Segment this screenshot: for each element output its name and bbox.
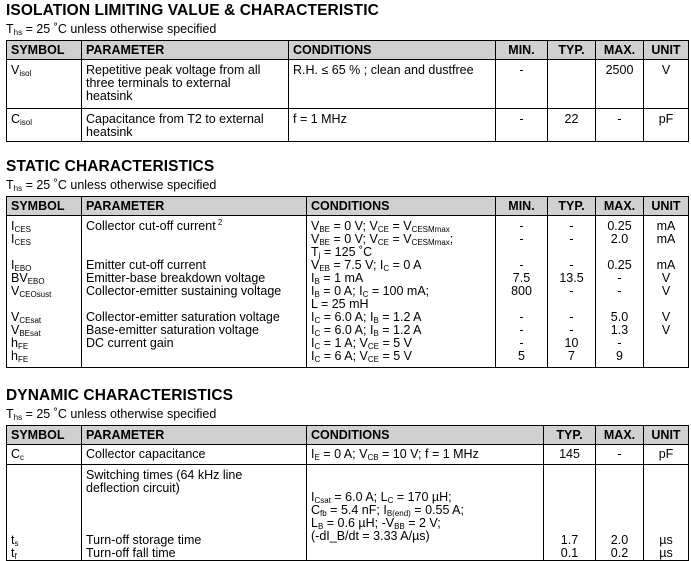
typ-value: -: [569, 219, 574, 233]
max-value: -: [617, 271, 622, 285]
unit-cell: [644, 465, 689, 561]
typ-cell: [548, 60, 596, 109]
max-value: 2.0: [610, 232, 629, 246]
conditions-text: $V_{BE} = 0$ V; $V_{CE} = V_{CESMmax}$: [311, 219, 450, 234]
header-parameter: PARAMETER: [82, 426, 307, 445]
symbol-text: $t_f$: [11, 546, 17, 561]
min-value: -: [519, 310, 524, 324]
header-symbol: SYMBOL: [7, 197, 82, 216]
unit-cell: [644, 216, 689, 368]
unit-value: [648, 350, 684, 363]
max-cell: -: [596, 109, 644, 142]
header-max: MAX.: [596, 197, 644, 216]
parameter-cell: [82, 465, 307, 561]
parameter-text: Collector-emitter saturation voltage: [86, 310, 280, 324]
table-header-row: [7, 41, 689, 60]
max-value: 5.0: [610, 310, 629, 324]
header-typ: TYP.: [548, 197, 596, 216]
symbol-text: $BV_{EBO}$: [11, 271, 45, 286]
parameter-text: Turn-off storage time: [86, 533, 202, 547]
parameter-text: Collector cut-off current $^2$: [86, 218, 223, 233]
typ-cell: 145: [544, 445, 596, 465]
parameter-text: Emitter-base breakdown voltage: [86, 271, 266, 285]
parameter-text: [86, 350, 302, 363]
conditions-text: $L_B = 0.6$ µH; $-V_{BB} = 2$ V;: [311, 516, 441, 531]
conditions-cell: R.H. ≤ 65 % ; clean and dustfree: [289, 60, 496, 109]
conditions-cell: $I_E = 0$ A; $V_{CB} = 10$ V; f = 1 MHz: [307, 445, 544, 465]
typ-value: 0.1: [560, 546, 579, 560]
min-value: -: [519, 323, 524, 337]
isolation-title: ISOLATION LIMITING VALUE & CHARACTERISTIC: [6, 2, 379, 19]
parameter-cell: Capacitance from T2 to external heatsink: [82, 109, 289, 142]
conditions-text: $I_C = 1$ A; $V_{CE} = 5$ V: [311, 336, 413, 351]
min-value: 7.5: [512, 271, 531, 285]
symbol-text: [11, 298, 77, 311]
header-symbol: SYMBOL: [7, 41, 82, 60]
header-symbol: SYMBOL: [7, 426, 82, 445]
symbol-text: $V_{BEsat}$: [11, 323, 41, 338]
max-cell: [596, 465, 644, 561]
conditions-text: $V_{EB} = 7.5$ V; $I_C = 0$ A: [311, 258, 422, 273]
unit-value: µs: [659, 533, 673, 547]
unit-value: V: [661, 323, 671, 337]
conditions-text: $T_j = 125$ ˚C: [311, 245, 373, 260]
typ-value: -: [569, 284, 574, 298]
unit-value: µs: [659, 546, 673, 560]
symbol-text: [11, 495, 77, 508]
header-typ: TYP.: [544, 426, 596, 445]
min-value: 800: [511, 284, 532, 298]
isolation-table: [6, 40, 689, 142]
unit-value: mA: [656, 219, 676, 233]
parameter-text: [86, 508, 302, 521]
min-value: -: [519, 219, 524, 233]
table-row: [7, 465, 689, 561]
typ-value: -: [569, 258, 574, 272]
typ-value: 7: [568, 349, 575, 363]
unit-value: V: [661, 271, 671, 285]
header-conditions: CONDITIONS: [289, 41, 496, 60]
conditions-text: $I_B = 1$ mA: [311, 271, 364, 286]
typ-cell: [548, 216, 596, 368]
conditions-cell: [307, 216, 496, 368]
dynamic-conditions: $T_{hs} = 25$ ˚C unless otherwise specified: [6, 407, 217, 422]
unit-value: V: [661, 284, 671, 298]
footnote-ref: 2: [215, 218, 223, 227]
parameter-text: deflection circuit): [86, 481, 180, 495]
typ-cell: 22: [548, 109, 596, 142]
static-title: STATIC CHARACTERISTICS: [6, 158, 215, 175]
conditions-text: [311, 465, 539, 478]
conditions-text: $C_{fb} = 5.4$ nF; $I_{B(end)} = 0.55$ A;: [311, 503, 464, 518]
max-cell: 2500: [596, 60, 644, 109]
symbol-text: $h_{FE}$: [11, 336, 29, 351]
conditions-cell: f = 1 MHz: [289, 109, 496, 142]
symbol-text: $h_{FE}$: [11, 349, 29, 364]
conditions-text: $I_C = 6.0$ A; $I_B = 1.2$ A: [311, 310, 422, 325]
header-parameter: PARAMETER: [82, 41, 289, 60]
parameter-text: [86, 233, 302, 246]
symbol-cell: $C_{isol}$: [7, 109, 82, 142]
unit-value: mA: [656, 258, 676, 272]
unit-cell: pF: [644, 445, 689, 465]
header-min: MIN.: [496, 197, 548, 216]
parameter-text: Turn-off fall time: [86, 546, 176, 560]
max-value: 0.2: [610, 546, 629, 560]
symbol-text: [11, 508, 77, 521]
conditions-cell: [307, 465, 544, 561]
unit-value: V: [661, 310, 671, 324]
symbol-text: $I_{CES}$: [11, 232, 31, 247]
symbol-text: [11, 482, 77, 495]
symbol-cell: [7, 216, 82, 368]
conditions-text: [311, 543, 539, 556]
unit-cell: V: [644, 60, 689, 109]
conditions-text: L = 25 mH: [311, 297, 369, 311]
dynamic-table: [6, 425, 689, 561]
max-value: 9: [616, 349, 623, 363]
parameter-text: DC current gain: [86, 336, 174, 350]
header-unit: UNIT: [644, 197, 689, 216]
header-max: MAX.: [596, 426, 644, 445]
symbol-text: $V_{CEsat}$: [11, 310, 42, 325]
static-conditions: $T_{hs} = 25$ ˚C unless otherwise specified: [6, 178, 217, 193]
max-value: -: [617, 284, 622, 298]
header-conditions: CONDITIONS: [307, 197, 496, 216]
max-value: 0.25: [607, 219, 632, 233]
min-cell: -: [496, 109, 548, 142]
symbol-text: $V_{CEOsust}$: [11, 284, 52, 299]
table-row: [7, 445, 689, 465]
parameter-text: Collector-emitter sustaining voltage: [86, 284, 282, 298]
header-min: MIN.: [496, 41, 548, 60]
symbol-text: [11, 521, 77, 534]
table-row: [7, 60, 689, 109]
unit-cell: pF: [644, 109, 689, 142]
typ-value: -: [569, 323, 574, 337]
conditions-text: $V_{BE} = 0$ V; $V_{CE} = V_{CESMmax}$;: [311, 232, 454, 247]
typ-value: -: [569, 232, 574, 246]
symbol-text: $I_{EBO}$: [11, 258, 32, 273]
min-cell: -: [496, 60, 548, 109]
symbol-text: $t_s$: [11, 533, 19, 548]
max-value: -: [617, 336, 622, 350]
parameter-text: [86, 495, 302, 508]
parameter-text: Base-emitter saturation voltage: [86, 323, 260, 337]
max-value: 2.0: [610, 533, 629, 547]
header-parameter: PARAMETER: [82, 197, 307, 216]
min-cell: [496, 216, 548, 368]
symbol-text: [11, 469, 77, 482]
table-header-row: [7, 197, 689, 216]
table-row: [7, 109, 689, 142]
symbol-text: [11, 246, 77, 259]
symbol-cell: $C_c$: [7, 445, 82, 465]
min-value: -: [519, 232, 524, 246]
unit-value: mA: [656, 232, 676, 246]
conditions-text: $I_B = 0$ A; $I_C = 100$ mA;: [311, 284, 430, 299]
static-table: [6, 196, 689, 368]
header-max: MAX.: [596, 41, 644, 60]
header-unit: UNIT: [644, 41, 689, 60]
parameter-text: Switching times (64 kHz line: [86, 468, 243, 482]
table-row: [7, 216, 689, 368]
parameter-cell: Collector capacitance: [82, 445, 307, 465]
typ-value: -: [569, 310, 574, 324]
table-header-row: [7, 426, 689, 445]
header-typ: TYP.: [548, 41, 596, 60]
symbol-text: $I_{CES}$: [11, 219, 31, 234]
max-cell: -: [596, 445, 644, 465]
parameter-cell: [82, 216, 307, 368]
conditions-text: $I_{Csat} = 6.0$ A; $L_C = 170$ µH;: [311, 490, 452, 505]
isolation-conditions: $T_{hs} = 25$ ˚C unless otherwise specified: [6, 22, 217, 37]
symbol-cell: [7, 465, 82, 561]
max-cell: [596, 216, 644, 368]
min-value: 5: [518, 349, 525, 363]
typ-value: 1.7: [560, 533, 579, 547]
min-value: -: [519, 336, 524, 350]
header-unit: UNIT: [644, 426, 689, 445]
conditions-text: (-dI_B/dt = 3.33 A/µs): [311, 529, 430, 543]
symbol-cell: $V_{isol}$: [7, 60, 82, 109]
max-value: 1.3: [610, 323, 629, 337]
min-value: -: [519, 258, 524, 272]
typ-value: 13.5: [559, 271, 584, 285]
max-value: 0.25: [607, 258, 632, 272]
header-conditions: CONDITIONS: [307, 426, 544, 445]
dynamic-title: DYNAMIC CHARACTERISTICS: [6, 387, 234, 404]
conditions-text: $I_C = 6$ A; $V_{CE} = 5$ V: [311, 349, 413, 364]
conditions-text: $I_C = 6.0$ A; $I_B = 1.2$ A: [311, 323, 422, 338]
typ-cell: [544, 465, 596, 561]
parameter-text: Emitter cut-off current: [86, 258, 206, 272]
parameter-cell: Repetitive peak voltage from all three terminals to external heatsink: [82, 60, 289, 109]
typ-value: 10: [564, 336, 579, 350]
